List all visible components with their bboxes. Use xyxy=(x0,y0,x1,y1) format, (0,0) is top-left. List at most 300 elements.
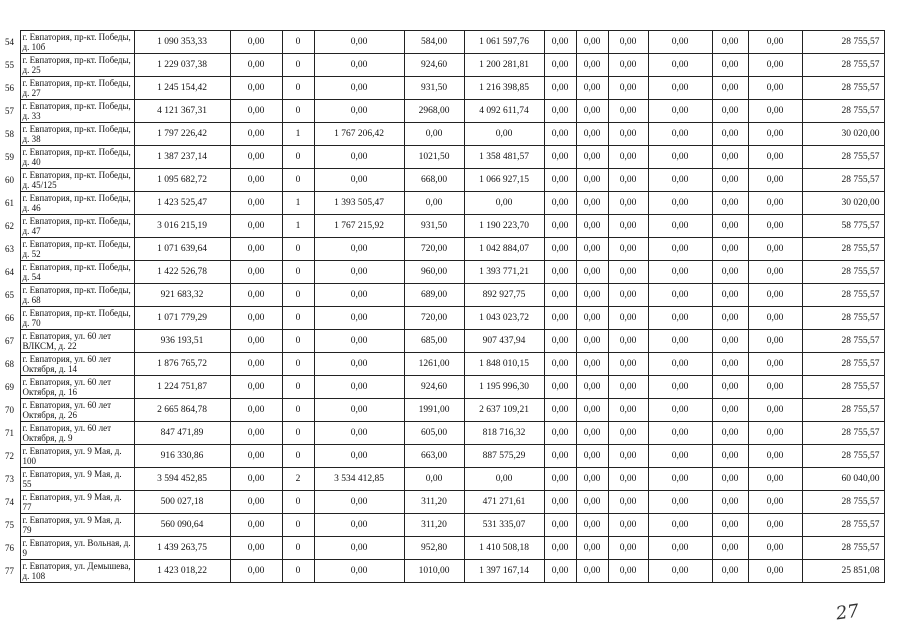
value-cell: 0,00 xyxy=(230,422,282,445)
value-cell: 0,00 xyxy=(712,537,748,560)
value-cell: 0,00 xyxy=(748,169,802,192)
value-cell: 0,00 xyxy=(230,146,282,169)
value-cell: 916 330,86 xyxy=(134,445,230,468)
value-cell: 936 193,51 xyxy=(134,330,230,353)
value-cell: 4 092 611,74 xyxy=(464,100,544,123)
value-cell: 0,00 xyxy=(712,353,748,376)
value-cell: 0,00 xyxy=(748,146,802,169)
value-cell: 0,00 xyxy=(712,560,748,583)
value-cell: 0,00 xyxy=(712,445,748,468)
value-cell: 1 xyxy=(282,215,314,238)
value-cell: 28 755,57 xyxy=(802,491,884,514)
value-cell: 28 755,57 xyxy=(802,284,884,307)
value-cell: 0,00 xyxy=(748,491,802,514)
value-cell: 0,00 xyxy=(608,169,648,192)
value-cell: 1 876 765,72 xyxy=(134,353,230,376)
value-cell: 0,00 xyxy=(544,192,576,215)
row-number: 71 xyxy=(4,422,20,445)
row-number: 72 xyxy=(4,445,20,468)
address-cell: г. Евпатория, ул. 9 Мая, д. 77 xyxy=(20,491,134,514)
value-cell: 471 271,61 xyxy=(464,491,544,514)
value-cell: 0 xyxy=(282,284,314,307)
value-cell: 0,00 xyxy=(576,399,608,422)
table-row xyxy=(4,445,884,468)
row-number: 73 xyxy=(4,468,20,491)
value-cell: 0,00 xyxy=(748,468,802,491)
value-cell: 531 335,07 xyxy=(464,514,544,537)
table-row xyxy=(4,422,884,445)
value-cell: 0,00 xyxy=(464,123,544,146)
value-cell: 0,00 xyxy=(314,31,404,54)
value-cell: 0,00 xyxy=(748,353,802,376)
value-cell: 0,00 xyxy=(544,537,576,560)
value-cell: 0 xyxy=(282,307,314,330)
value-cell: 28 755,57 xyxy=(802,537,884,560)
value-cell: 28 755,57 xyxy=(802,330,884,353)
value-cell: 0,00 xyxy=(608,376,648,399)
value-cell: 2 665 864,78 xyxy=(134,399,230,422)
value-cell: 720,00 xyxy=(404,307,464,330)
value-cell: 0,00 xyxy=(748,330,802,353)
value-cell: 0,00 xyxy=(712,399,748,422)
value-cell: 0,00 xyxy=(648,376,712,399)
value-cell: 1 xyxy=(282,192,314,215)
value-cell: 0,00 xyxy=(544,514,576,537)
value-cell: 28 755,57 xyxy=(802,261,884,284)
value-cell: 0,00 xyxy=(748,100,802,123)
value-cell: 818 716,32 xyxy=(464,422,544,445)
value-cell: 0,00 xyxy=(314,376,404,399)
value-cell: 0,00 xyxy=(576,376,608,399)
value-cell: 0,00 xyxy=(230,261,282,284)
value-cell: 0,00 xyxy=(314,537,404,560)
value-cell: 0,00 xyxy=(648,353,712,376)
value-cell: 0,00 xyxy=(464,468,544,491)
value-cell: 0,00 xyxy=(748,307,802,330)
value-cell: 0,00 xyxy=(712,123,748,146)
value-cell: 0,00 xyxy=(712,261,748,284)
value-cell: 0,00 xyxy=(230,399,282,422)
value-cell: 0,00 xyxy=(608,399,648,422)
value-cell: 0,00 xyxy=(648,146,712,169)
value-cell: 0,00 xyxy=(544,77,576,100)
value-cell: 931,50 xyxy=(404,77,464,100)
address-cell: г. Евпатория, ул. Вольная, д. 9 xyxy=(20,537,134,560)
value-cell: 0,00 xyxy=(314,353,404,376)
value-cell: 0,00 xyxy=(404,192,464,215)
value-cell: 0,00 xyxy=(748,560,802,583)
value-cell: 0,00 xyxy=(712,146,748,169)
value-cell: 1 397 167,14 xyxy=(464,560,544,583)
table-row xyxy=(4,376,884,399)
value-cell: 1 066 927,15 xyxy=(464,169,544,192)
value-cell: 0,00 xyxy=(748,192,802,215)
value-cell: 0,00 xyxy=(576,31,608,54)
value-cell: 0,00 xyxy=(544,169,576,192)
value-cell: 28 755,57 xyxy=(802,54,884,77)
value-cell: 1 216 398,85 xyxy=(464,77,544,100)
value-cell: 0,00 xyxy=(648,399,712,422)
value-cell: 1 439 263,75 xyxy=(134,537,230,560)
value-cell: 0,00 xyxy=(576,169,608,192)
value-cell: 2 xyxy=(282,468,314,491)
value-cell: 0,00 xyxy=(748,54,802,77)
value-cell: 0,00 xyxy=(712,514,748,537)
value-cell: 931,50 xyxy=(404,215,464,238)
row-number: 62 xyxy=(4,215,20,238)
address-cell: г. Евпатория, ул. Демышева, д. 108 xyxy=(20,560,134,583)
table-row xyxy=(4,146,884,169)
value-cell: 28 755,57 xyxy=(802,307,884,330)
value-cell: 0,00 xyxy=(576,445,608,468)
table-row xyxy=(4,307,884,330)
address-cell: г. Евпатория, пр-кт. Победы, д. 47 xyxy=(20,215,134,238)
value-cell: 0,00 xyxy=(230,284,282,307)
value-cell: 0 xyxy=(282,353,314,376)
value-cell: 0,00 xyxy=(404,123,464,146)
value-cell: 0,00 xyxy=(576,215,608,238)
value-cell: 1 410 508,18 xyxy=(464,537,544,560)
value-cell: 0 xyxy=(282,514,314,537)
value-cell: 0,00 xyxy=(576,468,608,491)
value-cell: 28 755,57 xyxy=(802,353,884,376)
row-number: 67 xyxy=(4,330,20,353)
value-cell: 0,00 xyxy=(748,215,802,238)
value-cell: 0 xyxy=(282,445,314,468)
value-cell: 0,00 xyxy=(748,284,802,307)
value-cell: 28 755,57 xyxy=(802,31,884,54)
table-row xyxy=(4,77,884,100)
value-cell: 0,00 xyxy=(712,238,748,261)
value-cell: 0,00 xyxy=(608,445,648,468)
table-row xyxy=(4,514,884,537)
value-cell: 0,00 xyxy=(748,422,802,445)
value-cell: 0,00 xyxy=(314,284,404,307)
value-cell: 0,00 xyxy=(576,330,608,353)
value-cell: 0,00 xyxy=(608,491,648,514)
address-cell: г. Евпатория, ул. 60 лет ВЛКСМ, д. 22 xyxy=(20,330,134,353)
value-cell: 0,00 xyxy=(314,238,404,261)
value-cell: 60 040,00 xyxy=(802,468,884,491)
value-cell: 0,00 xyxy=(230,468,282,491)
value-cell: 0,00 xyxy=(648,537,712,560)
value-cell: 0,00 xyxy=(576,353,608,376)
value-cell: 0,00 xyxy=(544,100,576,123)
value-cell: 0 xyxy=(282,491,314,514)
value-cell: 0,00 xyxy=(314,422,404,445)
value-cell: 1 767 206,42 xyxy=(314,123,404,146)
value-cell: 1 393 505,47 xyxy=(314,192,404,215)
value-cell: 0,00 xyxy=(576,261,608,284)
value-cell: 0,00 xyxy=(544,445,576,468)
address-cell: г. Евпатория, пр-кт. Победы, д. 46 xyxy=(20,192,134,215)
value-cell: 0,00 xyxy=(544,399,576,422)
value-cell: 0,00 xyxy=(230,330,282,353)
value-cell: 0,00 xyxy=(576,238,608,261)
value-cell: 1021,50 xyxy=(404,146,464,169)
value-cell: 0 xyxy=(282,31,314,54)
value-cell: 847 471,89 xyxy=(134,422,230,445)
value-cell: 28 755,57 xyxy=(802,376,884,399)
value-cell: 1 195 996,30 xyxy=(464,376,544,399)
value-cell: 0,00 xyxy=(544,560,576,583)
row-number: 60 xyxy=(4,169,20,192)
value-cell: 0,00 xyxy=(576,192,608,215)
value-cell: 0,00 xyxy=(608,238,648,261)
value-cell: 0,00 xyxy=(712,169,748,192)
value-cell: 0,00 xyxy=(230,123,282,146)
value-cell: 0,00 xyxy=(576,146,608,169)
row-number: 75 xyxy=(4,514,20,537)
value-cell: 0,00 xyxy=(576,123,608,146)
value-cell: 0,00 xyxy=(314,399,404,422)
value-cell: 0,00 xyxy=(608,192,648,215)
value-cell: 0,00 xyxy=(544,353,576,376)
value-cell: 605,00 xyxy=(404,422,464,445)
value-cell: 689,00 xyxy=(404,284,464,307)
value-cell: 0,00 xyxy=(544,261,576,284)
value-cell: 0 xyxy=(282,422,314,445)
value-cell: 0,00 xyxy=(748,399,802,422)
value-cell: 3 534 412,85 xyxy=(314,468,404,491)
table-row xyxy=(4,169,884,192)
value-cell: 0,00 xyxy=(544,146,576,169)
value-cell: 28 755,57 xyxy=(802,169,884,192)
value-cell: 28 755,57 xyxy=(802,422,884,445)
value-cell: 1 848 010,15 xyxy=(464,353,544,376)
row-number: 61 xyxy=(4,192,20,215)
value-cell: 1 767 215,92 xyxy=(314,215,404,238)
value-cell: 0,00 xyxy=(608,31,648,54)
value-cell: 0,00 xyxy=(712,215,748,238)
table-row xyxy=(4,330,884,353)
value-cell: 1 797 226,42 xyxy=(134,123,230,146)
value-cell: 0,00 xyxy=(648,284,712,307)
value-cell: 1 229 037,38 xyxy=(134,54,230,77)
value-cell: 1261,00 xyxy=(404,353,464,376)
row-number: 66 xyxy=(4,307,20,330)
value-cell: 0,00 xyxy=(648,54,712,77)
value-cell: 0,00 xyxy=(230,100,282,123)
address-cell: г. Евпатория, ул. 9 Мая, д. 79 xyxy=(20,514,134,537)
value-cell: 0,00 xyxy=(230,54,282,77)
value-cell: 0,00 xyxy=(712,284,748,307)
value-cell: 0,00 xyxy=(314,491,404,514)
row-number: 57 xyxy=(4,100,20,123)
page-number-handwritten: 27 xyxy=(834,600,861,625)
table-row xyxy=(4,399,884,422)
value-cell: 0,00 xyxy=(576,77,608,100)
address-cell: г. Евпатория, пр-кт. Победы, д. 45/125 xyxy=(20,169,134,192)
value-cell: 0,00 xyxy=(648,169,712,192)
value-cell: 0,00 xyxy=(576,537,608,560)
value-cell: 0,00 xyxy=(712,330,748,353)
value-cell: 0,00 xyxy=(314,560,404,583)
value-cell: 1 190 223,70 xyxy=(464,215,544,238)
value-cell: 0,00 xyxy=(314,54,404,77)
value-cell: 0,00 xyxy=(544,284,576,307)
value-cell: 0,00 xyxy=(544,31,576,54)
value-cell: 0,00 xyxy=(576,491,608,514)
value-cell: 0 xyxy=(282,100,314,123)
row-number: 58 xyxy=(4,123,20,146)
value-cell: 30 020,00 xyxy=(802,192,884,215)
value-cell: 0,00 xyxy=(314,169,404,192)
value-cell: 28 755,57 xyxy=(802,514,884,537)
value-cell: 0 xyxy=(282,54,314,77)
value-cell: 0,00 xyxy=(608,468,648,491)
value-cell: 1 xyxy=(282,123,314,146)
value-cell: 0,00 xyxy=(230,77,282,100)
value-cell: 668,00 xyxy=(404,169,464,192)
value-cell: 0,00 xyxy=(230,307,282,330)
value-cell: 311,20 xyxy=(404,514,464,537)
value-cell: 0,00 xyxy=(648,192,712,215)
value-cell: 0,00 xyxy=(648,261,712,284)
row-number: 70 xyxy=(4,399,20,422)
value-cell: 0 xyxy=(282,560,314,583)
value-cell: 0,00 xyxy=(544,307,576,330)
value-cell: 1 358 481,57 xyxy=(464,146,544,169)
value-cell: 0,00 xyxy=(748,123,802,146)
value-cell: 0,00 xyxy=(608,146,648,169)
address-cell: г. Евпатория, ул. 9 Мая, д. 55 xyxy=(20,468,134,491)
row-number: 77 xyxy=(4,560,20,583)
value-cell: 663,00 xyxy=(404,445,464,468)
row-number: 56 xyxy=(4,77,20,100)
value-cell: 0 xyxy=(282,261,314,284)
value-cell: 0,00 xyxy=(648,238,712,261)
value-cell: 0,00 xyxy=(576,422,608,445)
value-cell: 500 027,18 xyxy=(134,491,230,514)
address-cell: г. Евпатория, ул. 60 лет Октября, д. 16 xyxy=(20,376,134,399)
value-cell: 892 927,75 xyxy=(464,284,544,307)
value-cell: 0,00 xyxy=(230,537,282,560)
value-cell: 0,00 xyxy=(748,537,802,560)
value-cell: 0,00 xyxy=(608,123,648,146)
table-row xyxy=(4,123,884,146)
value-cell: 311,20 xyxy=(404,491,464,514)
value-cell: 0,00 xyxy=(230,560,282,583)
value-cell: 0,00 xyxy=(648,100,712,123)
address-cell: г. Евпатория, пр-кт. Победы, д. 10б xyxy=(20,31,134,54)
value-cell: 28 755,57 xyxy=(802,77,884,100)
value-cell: 0,00 xyxy=(648,491,712,514)
value-cell: 560 090,64 xyxy=(134,514,230,537)
value-cell: 28 755,57 xyxy=(802,399,884,422)
value-cell: 0,00 xyxy=(608,330,648,353)
value-cell: 0 xyxy=(282,399,314,422)
value-cell: 924,60 xyxy=(404,54,464,77)
value-cell: 0,00 xyxy=(712,491,748,514)
value-cell: 0,00 xyxy=(712,307,748,330)
row-number: 65 xyxy=(4,284,20,307)
value-cell: 924,60 xyxy=(404,376,464,399)
value-cell: 3 594 452,85 xyxy=(134,468,230,491)
value-cell: 1 071 639,64 xyxy=(134,238,230,261)
table-row xyxy=(4,31,884,54)
address-cell: г. Евпатория, ул. 60 лет Октября, д. 14 xyxy=(20,353,134,376)
value-cell: 0,00 xyxy=(648,330,712,353)
value-cell: 30 020,00 xyxy=(802,123,884,146)
value-cell: 0,00 xyxy=(230,353,282,376)
table-row xyxy=(4,54,884,77)
value-cell: 0,00 xyxy=(712,77,748,100)
value-cell: 0,00 xyxy=(608,284,648,307)
table-row xyxy=(4,560,884,583)
address-cell: г. Евпатория, пр-кт. Победы, д. 40 xyxy=(20,146,134,169)
value-cell: 0,00 xyxy=(576,514,608,537)
value-cell: 0,00 xyxy=(608,353,648,376)
value-cell: 0,00 xyxy=(576,54,608,77)
value-cell: 1 042 884,07 xyxy=(464,238,544,261)
value-cell: 0,00 xyxy=(608,560,648,583)
value-cell: 1010,00 xyxy=(404,560,464,583)
address-cell: г. Евпатория, пр-кт. Победы, д. 38 xyxy=(20,123,134,146)
value-cell: 1 387 237,14 xyxy=(134,146,230,169)
value-cell: 0,00 xyxy=(648,123,712,146)
value-cell: 0,00 xyxy=(544,330,576,353)
value-cell: 0,00 xyxy=(314,307,404,330)
row-number: 74 xyxy=(4,491,20,514)
value-cell: 0,00 xyxy=(712,54,748,77)
value-cell: 0 xyxy=(282,376,314,399)
value-cell: 0,00 xyxy=(712,376,748,399)
value-cell: 0,00 xyxy=(576,284,608,307)
address-cell: г. Евпатория, пр-кт. Победы, д. 68 xyxy=(20,284,134,307)
value-cell: 0,00 xyxy=(648,445,712,468)
value-cell: 0,00 xyxy=(608,100,648,123)
value-cell: 0,00 xyxy=(230,215,282,238)
value-cell: 0,00 xyxy=(230,238,282,261)
address-cell: г. Евпатория, ул. 9 Мая, д. 100 xyxy=(20,445,134,468)
value-cell: 0,00 xyxy=(608,261,648,284)
value-cell: 0,00 xyxy=(648,468,712,491)
table-row xyxy=(4,238,884,261)
value-cell: 0,00 xyxy=(464,192,544,215)
value-cell: 0,00 xyxy=(230,169,282,192)
value-cell: 0,00 xyxy=(230,192,282,215)
value-cell: 0,00 xyxy=(314,330,404,353)
value-cell: 0,00 xyxy=(544,238,576,261)
value-cell: 584,00 xyxy=(404,31,464,54)
value-cell: 0,00 xyxy=(314,445,404,468)
value-cell: 0,00 xyxy=(712,468,748,491)
value-cell: 1 245 154,42 xyxy=(134,77,230,100)
table-row xyxy=(4,261,884,284)
value-cell: 4 121 367,31 xyxy=(134,100,230,123)
value-cell: 0,00 xyxy=(712,31,748,54)
value-cell: 1 071 779,29 xyxy=(134,307,230,330)
value-cell: 0 xyxy=(282,77,314,100)
row-number: 54 xyxy=(4,31,20,54)
value-cell: 0,00 xyxy=(314,100,404,123)
address-cell: г. Евпатория, пр-кт. Победы, д. 33 xyxy=(20,100,134,123)
value-cell: 3 016 215,19 xyxy=(134,215,230,238)
value-cell: 1 423 525,47 xyxy=(134,192,230,215)
value-cell: 921 683,32 xyxy=(134,284,230,307)
table-row xyxy=(4,491,884,514)
address-cell: г. Евпатория, ул. 60 лет Октября, д. 26 xyxy=(20,399,134,422)
table-row xyxy=(4,100,884,123)
value-cell: 0,00 xyxy=(576,560,608,583)
row-number: 68 xyxy=(4,353,20,376)
value-cell: 28 755,57 xyxy=(802,445,884,468)
table-row xyxy=(4,192,884,215)
value-cell: 0,00 xyxy=(608,514,648,537)
table-row xyxy=(4,215,884,238)
value-cell: 0,00 xyxy=(576,307,608,330)
